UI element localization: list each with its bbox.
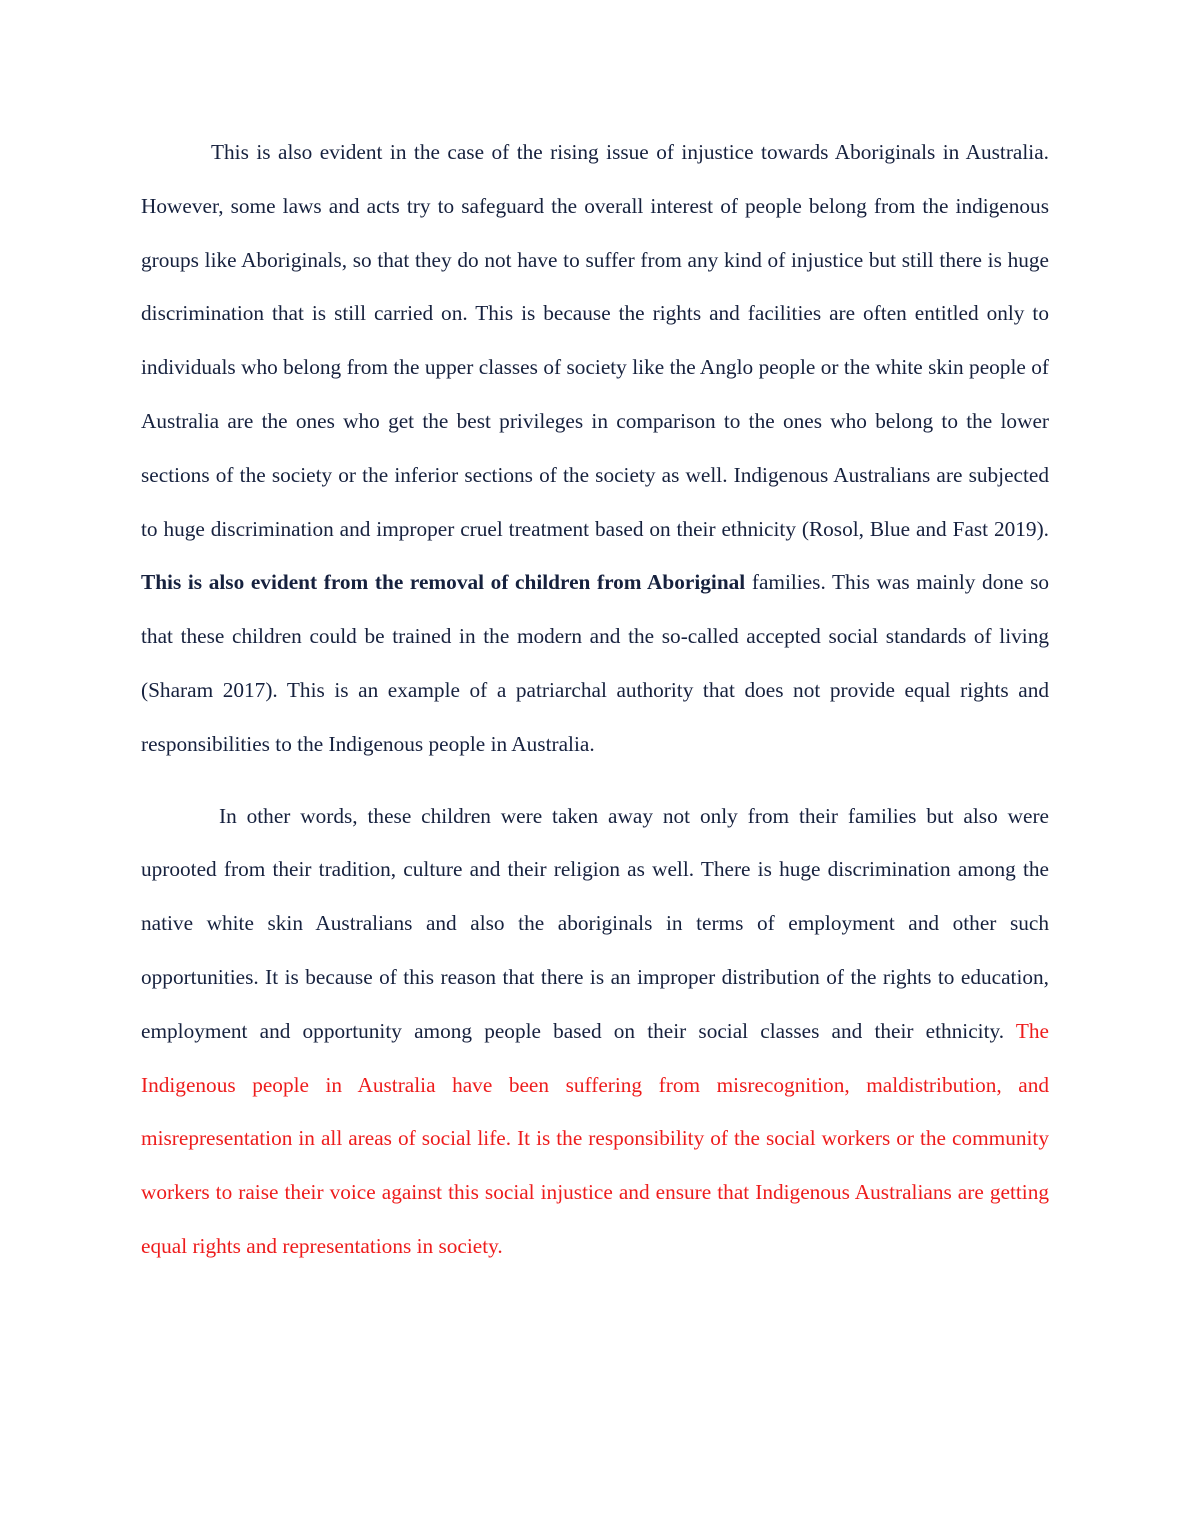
paragraph-2-text-a: In other words, these children were taken away not only from their families but also were uprooted from their tradition, culture and their religion as well. There is huge discrimination among the native white skin Australians and also the aboriginals in terms of employment and other such opportunities. It is because of this reason that there is an improper distribution of the rights to education, employment and opportunity among people based on their social classes and their ethnicity. [141,803,1049,1043]
paragraph-1-text-a: This is also evident in the case of the rising issue of injustice towards Aboriginals in Australia. However, some laws and acts try to safeguard the overall interest of people belong from the indigenous groups like Aboriginals, so that they do not have to suffer from any kind of injustice but still there is huge discrimination that is still carried on. This is because the rights and facilities are often entitled only to individuals who belong from the upper classes of society like the Anglo people or the white skin people of Australia are the ones who get the best privileges in comparison to the ones who belong to the lower sections of the society or the inferior sections of the society as well. Indigenous Australians are subjected to huge discrimination and improper cruel treatment based on their ethnicity (Rosol, Blue and Fast 2019). [141,140,1049,541]
paragraph-2 [141,790,1049,1274]
paragraph-1-text-b: families. This was mainly done so that these children could be trained in the modern and the so-called accepted social standards of living (Sharam 2017). This is an example of a patriarchal authority that does not provide equal rights and responsibilities to the Indigenous people in Australia. [141,570,1050,756]
paragraph-1-bold-text: This is also evident from the removal of children from Aboriginal [141,570,746,595]
paragraph-1 [141,126,1049,772]
document-page [141,126,1049,1274]
paragraph-2-red-text: The Indigenous people in Australia have been suffering from misrecognition, maldistribution, and misrepresentation in all areas of social life. It is the responsibility of the social workers or the community workers to raise their voice against this social injustice and ensure that Indigenous Australians are getting equal rights and representations in society. [141,1018,1049,1258]
